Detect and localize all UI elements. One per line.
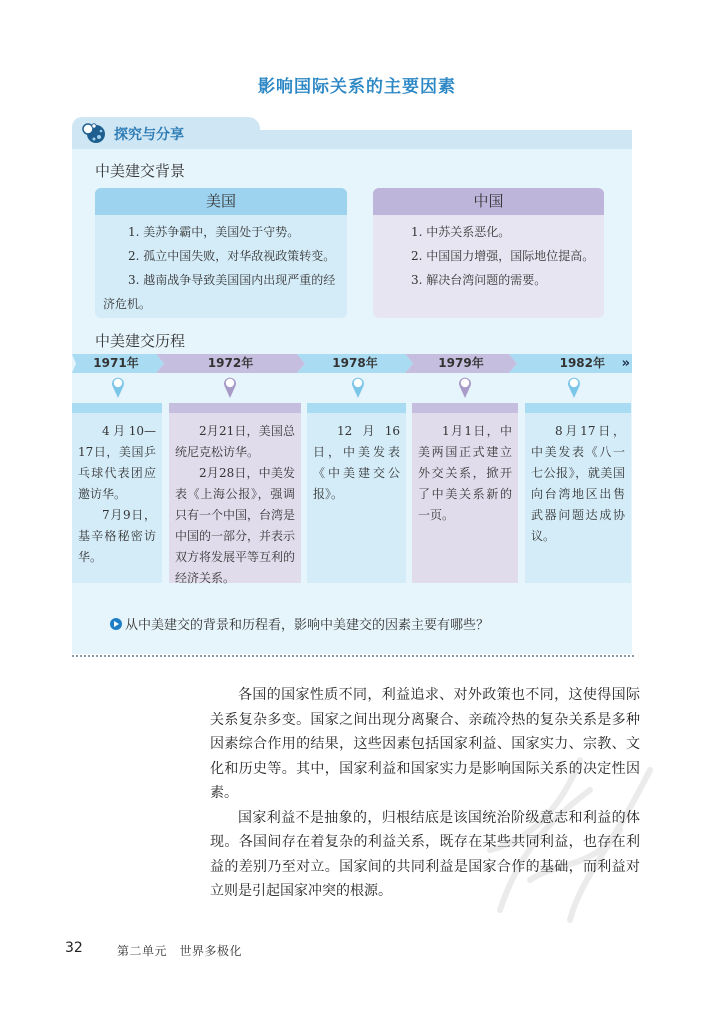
explore-tab [72, 117, 260, 149]
event-card-1979 [412, 403, 518, 583]
event-text: 12月16日，中美发表《中美建交公报》。 [313, 424, 400, 501]
event-text: 7月9日，基辛格秘密访华。 [78, 508, 156, 564]
event-text: 1月1日，中美两国正式建立外交关系，掀开了中美关系新的一页。 [418, 424, 512, 522]
usa-card-title: 美国 [95, 188, 347, 215]
body-text [210, 683, 640, 904]
timeline-year-1982: 1982年 [559, 356, 605, 370]
page-title: 影响国际关系的主要因素 [258, 77, 456, 97]
map-pin-icon [351, 376, 365, 398]
usa-item: 1. 美苏争霸中，美国处于守势。 [128, 225, 300, 239]
timeline-year-1972: 1972年 [207, 356, 254, 370]
map-pin-icon [458, 376, 472, 398]
china-item: 2. 中国国力增强，国际地位提高。 [411, 249, 595, 263]
timeline-year-1978: 1978年 [332, 356, 378, 370]
section-divider [72, 655, 634, 657]
page-number: 32 [65, 940, 83, 956]
play-bullet-icon [110, 618, 122, 630]
usa-item: 3. 越南战争导致美国国内出现严重的经济危机。 [103, 273, 336, 311]
event-text: 8月17日，中美发表《八一七公报》，就美国向台湾地区出售武器问题达成协议。 [531, 424, 625, 543]
event-text: 4月10—17日，美国乒乓球代表团应邀访华。 [78, 424, 156, 501]
china-card-title: 中国 [373, 188, 604, 215]
event-text: 2月28日，中美发表《上海公报》，强调只有一个中国，台湾是中国的一部分，并表示双方将发展平等互利的经济关系。 [175, 466, 296, 585]
chevrons-right-icon: » [621, 356, 630, 371]
map-pin-icon [567, 376, 581, 398]
china-item: 1. 中苏关系恶化。 [411, 225, 511, 239]
event-card-1971 [72, 403, 162, 583]
timeline-year-1979: 1979年 [438, 356, 484, 370]
molecule-icon [82, 122, 106, 144]
explore-tab-label: 探究与分享 [114, 127, 184, 143]
usa-item: 2. 孤立中国失败，对华敌视政策转变。 [128, 249, 336, 263]
usa-background-card [95, 188, 347, 318]
map-pin-icon [111, 376, 125, 398]
background-heading: 中美建交背景 [95, 162, 186, 180]
discussion-question [110, 614, 489, 633]
event-card-1982 [525, 403, 631, 583]
event-card-1972 [169, 403, 301, 583]
unit-label: 第二单元 世界多极化 [117, 944, 243, 958]
history-heading: 中美建交历程 [95, 332, 186, 350]
map-pin-icon [223, 376, 237, 398]
timeline-year-1971: 1971年 [93, 356, 139, 370]
timeline-bar [72, 354, 632, 373]
body-paragraph: 国家利益不是抽象的，归根结底是该国统治阶级意志和利益的体现。各国间存在着复杂的利益关系，既存在某些共同利益，也存在利益的差别乃至对立。国家间的共同利益是国家合作的基础，而利益对立则是引起国家冲突的根源。 [210, 809, 640, 899]
question-text: 从中美建交的背景和历程看，影响中美建交的因素主要有哪些？ [125, 618, 490, 633]
china-item: 3. 解决台湾问题的需要。 [411, 273, 547, 287]
body-paragraph: 各国的国家性质不同，利益追求、对外政策也不同，这使得国际关系复杂多变。国家之间出现分离聚合、亲疏冷热的复杂关系是多种因素综合作用的结果，这些因素包括国家利益、国家实力、宗教、文化和历史等。其中，国家利益和国家实力是影响国际关系的决定性因素。 [210, 687, 640, 801]
event-card-1978 [307, 403, 406, 583]
china-background-card [373, 188, 604, 318]
event-text: 2月21日，美国总统尼克松访华。 [175, 424, 295, 459]
